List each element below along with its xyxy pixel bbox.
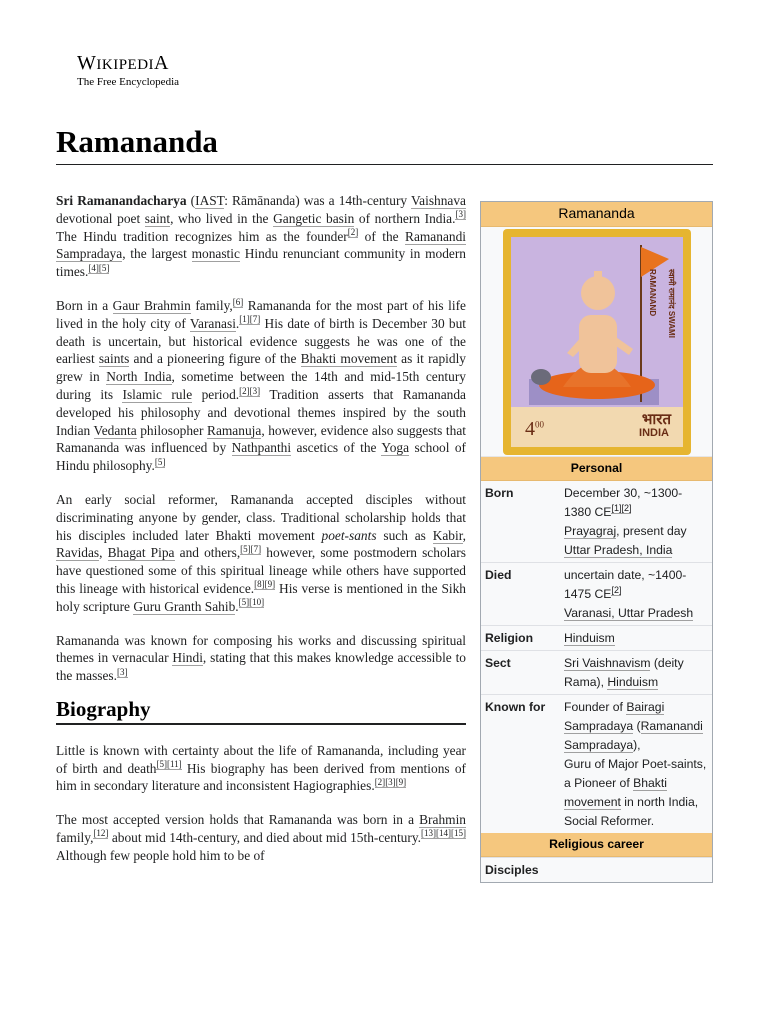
ref-link[interactable]: [10] bbox=[249, 597, 265, 608]
wikipedia-logo[interactable] bbox=[77, 52, 179, 88]
logo-wordmark: WIKIPEDIA bbox=[77, 52, 169, 74]
link-ramanuja[interactable]: Ramanuja bbox=[207, 422, 262, 438]
infobox-image[interactable] bbox=[481, 227, 712, 457]
ref-link[interactable]: [3] bbox=[385, 776, 396, 787]
article-body bbox=[56, 192, 466, 881]
link-uttar-pradesh[interactable]: Uttar Pradesh, India bbox=[564, 543, 673, 557]
infobox-row-disciples bbox=[481, 857, 712, 882]
link-iast[interactable]: IAST bbox=[195, 193, 225, 208]
stamp-bharat: भारत bbox=[641, 411, 671, 428]
section-heading-biography: Biography bbox=[56, 696, 151, 721]
link-varanasi[interactable]: Varanasi bbox=[189, 315, 236, 331]
link-vedanta[interactable]: Vedanta bbox=[93, 422, 137, 438]
link-saints[interactable]: saints bbox=[98, 351, 130, 367]
link-vaishnava[interactable]: Vaishnava bbox=[410, 193, 467, 208]
ref-link[interactable]: [15] bbox=[451, 828, 466, 839]
link-gangetic-basin[interactable]: Gangetic basin bbox=[273, 210, 355, 226]
link-islamic-rule[interactable]: Islamic rule bbox=[122, 386, 193, 402]
saint-figure bbox=[511, 237, 683, 407]
ref-link[interactable]: [12] bbox=[93, 828, 109, 839]
link-ramanandi-sampradaya[interactable]: Ramanandi Sampradaya bbox=[56, 228, 466, 262]
link-saint[interactable]: saint bbox=[144, 210, 171, 226]
link-prayagraj[interactable]: Prayagraj bbox=[564, 524, 617, 538]
link-monastic[interactable]: monastic bbox=[191, 246, 240, 262]
stamp-price: $4^{00}$ bbox=[525, 418, 544, 440]
ref-link[interactable]: [5] bbox=[240, 543, 251, 554]
ref-link[interactable]: [3] bbox=[117, 666, 128, 677]
ref-link[interactable]: [5] bbox=[238, 597, 250, 608]
logo-tagline: The Free Encyclopedia bbox=[77, 76, 180, 88]
row-label: Born bbox=[485, 486, 514, 500]
row-value: uncertain date, ~1400-1475 CE[2] Varanasi, Uttar Pradesh bbox=[564, 568, 694, 620]
infobox-personal-rows bbox=[481, 481, 712, 833]
paragraph-biography-1: Little is known with certainty about the life of Ramananda, including year of birth and death[5][11] His biography has been derived from mentions of him in secondary literature and inconsistent Hagiographies.[2][3][9] bbox=[56, 742, 466, 794]
infobox-row-sect bbox=[481, 650, 712, 694]
infobox-row-born bbox=[481, 481, 712, 562]
paragraph-works: Ramananda was known for composing his works and discussing spiritual themes in vernacular Hindi, stating that this makes knowledge accessible to the masses.[3] bbox=[56, 632, 467, 684]
infobox-row-religion bbox=[481, 625, 712, 650]
row-label: Sect bbox=[485, 656, 511, 670]
link-bhakti-movement[interactable]: Bhakti movement bbox=[564, 776, 667, 809]
row-value: Founder of Bairagi Sampradaya (Ramanandi Sampradaya), Guru of Major Poet-saints, a Pioneer of Bhakti movement in north India, Social Reformer. bbox=[564, 700, 707, 828]
stamp-image bbox=[503, 229, 691, 455]
link-kabir[interactable]: Kabir bbox=[432, 527, 463, 543]
stamp-side-text: स्वामी रामानंद SWAMI RAMANAND bbox=[648, 269, 676, 338]
link-bairagi-sampradaya[interactable]: Bairagi Sampradaya bbox=[564, 700, 665, 733]
ref-link[interactable]: [6] bbox=[232, 296, 244, 307]
infobox-row-died bbox=[481, 562, 712, 625]
stamp-india: INDIA bbox=[639, 427, 669, 439]
link-hinduism[interactable]: Hinduism bbox=[607, 675, 659, 689]
link-yoga[interactable]: Yoga bbox=[381, 440, 410, 456]
ref-link[interactable]: [5] bbox=[156, 759, 167, 770]
ref-link[interactable]: [2] bbox=[621, 502, 632, 513]
infobox-section-personal: Personal bbox=[481, 457, 712, 481]
row-label: Died bbox=[485, 568, 512, 582]
infobox bbox=[480, 201, 713, 883]
ref-link[interactable]: [3] bbox=[249, 385, 261, 396]
link-hinduism[interactable]: Hinduism bbox=[564, 631, 615, 645]
infobox-title: Ramananda bbox=[481, 202, 712, 227]
ref-link[interactable]: [2] bbox=[347, 227, 359, 238]
ref-link[interactable]: [5] bbox=[98, 262, 110, 273]
infobox-row-known-for bbox=[481, 694, 712, 833]
title-divider bbox=[56, 164, 713, 165]
ref-link[interactable]: [3] bbox=[455, 209, 466, 220]
ref-link[interactable]: [2] bbox=[374, 776, 386, 787]
ref-link[interactable]: [1] bbox=[239, 314, 250, 325]
link-bhakti-movement[interactable]: Bhakti movement bbox=[300, 351, 397, 367]
ref-link[interactable]: [4] bbox=[88, 262, 99, 273]
infobox-section-career: Religious career bbox=[481, 833, 712, 857]
ref-link[interactable]: [9] bbox=[395, 776, 407, 787]
row-value bbox=[564, 629, 708, 648]
ref-link[interactable]: [13] bbox=[421, 828, 436, 839]
row-value: December 30, ~1300-1380 CE[1][2] Prayagraj, present day Uttar Pradesh, India bbox=[564, 486, 687, 557]
ref-link[interactable]: [11] bbox=[166, 759, 182, 770]
link-gaur-brahmin[interactable]: Gaur Brahmin bbox=[112, 297, 191, 313]
ref-link[interactable]: [2] bbox=[611, 584, 622, 595]
ref-link[interactable]: [5] bbox=[154, 456, 166, 467]
stamp-footer bbox=[511, 407, 683, 447]
link-ravidas[interactable]: Ravidas bbox=[56, 545, 100, 561]
paragraph-reformer: An early social reformer, Ramananda accepted disciples without discriminating anyone by gender, class. Traditional scholarship holds that his disciples included later Bhakti movement poet-sants such as Kabir, Ravidas, Bhagat Pipa and others,[5][7] however, some postmodern scholars have questioned some of this spiritual lineage while others have supported this lineage with historical evidence.[8][9] His verse is mentioned in the Sikh holy scripture Guru Granth Sahib.[5][10] bbox=[56, 491, 467, 614]
row-value bbox=[564, 861, 708, 880]
ref-link[interactable]: [8] bbox=[254, 579, 265, 590]
row-value: Sri Vaishnavism (deity Rama), Hinduism bbox=[564, 656, 684, 689]
link-brahmin[interactable]: Brahmin bbox=[419, 812, 466, 828]
row-label: Disciples bbox=[485, 863, 539, 877]
section-divider bbox=[56, 723, 466, 725]
paragraph-life: Born in a Gaur Brahmin family,[6] Ramananda for the most part of his life lived in the holy city of Varanasi.[1][7] His date of birth is December 30 but death is uncertain, but historical evidence suggests he was one of the earliest saints and a pioneering figure of the Bhakti movement as it rapidly grew in North India, sometime between the 14th and mid-15th century during its Islamic rule period.[2][3] Tradition asserts that Ramananda developed his philosophy and devotional themes inspired by the south Indian Vedanta philosopher Ramanuja, however, evidence also suggests that Ramananda was influenced by Nathpanthi ascetics of the Yoga school of Hindu philosophy.[5] bbox=[56, 296, 467, 474]
link-bhagat-pipa[interactable]: Bhagat Pipa bbox=[107, 545, 175, 561]
paragraph-intro: Sri Ramanandacharya (IAST: Rāmānanda) was a 14th-century Vaishnava devotional poet saint, who lived in the Gangetic basin of northern India.[3] The Hindu tradition recognizes him as the founder[2] of the Ramanandi Sampradaya, the largest monastic Hindu renunciant community in modern times.[4][5] bbox=[56, 193, 467, 280]
link-sri-vaishnavism[interactable]: Sri Vaishnavism bbox=[564, 656, 651, 670]
ref-link[interactable]: [7] bbox=[249, 314, 261, 325]
ref-link[interactable]: [2] bbox=[239, 385, 250, 396]
link-ramanandi-sampradaya[interactable]: Ramanandi Sampradaya bbox=[564, 719, 703, 752]
ref-link[interactable]: [9] bbox=[264, 579, 276, 590]
ref-link[interactable]: [14] bbox=[436, 828, 451, 839]
link-guru-granth-sahib[interactable]: Guru Granth Sahib bbox=[133, 598, 236, 614]
paragraph-biography-2: The most accepted version holds that Ramananda was born in a Brahmin family,[12] about mid 14th-century, and died about mid 15th-century.[13][14][15] Although few people hold him to be of bbox=[56, 812, 466, 863]
ref-link[interactable]: [7] bbox=[250, 543, 262, 554]
row-label: Religion bbox=[485, 631, 534, 645]
row-label: Known for bbox=[485, 700, 546, 714]
link-nathpanthi[interactable]: Nathpanthi bbox=[231, 440, 292, 456]
ref-link[interactable]: [1] bbox=[611, 502, 622, 513]
link-north-india[interactable]: North India bbox=[106, 369, 172, 385]
page-title: Ramananda bbox=[56, 124, 218, 159]
link-varanasi-uttar-pradesh[interactable]: Varanasi, Uttar Pradesh bbox=[564, 606, 694, 620]
stamp-artwork bbox=[511, 237, 683, 447]
link-hindi[interactable]: Hindi bbox=[172, 650, 203, 666]
